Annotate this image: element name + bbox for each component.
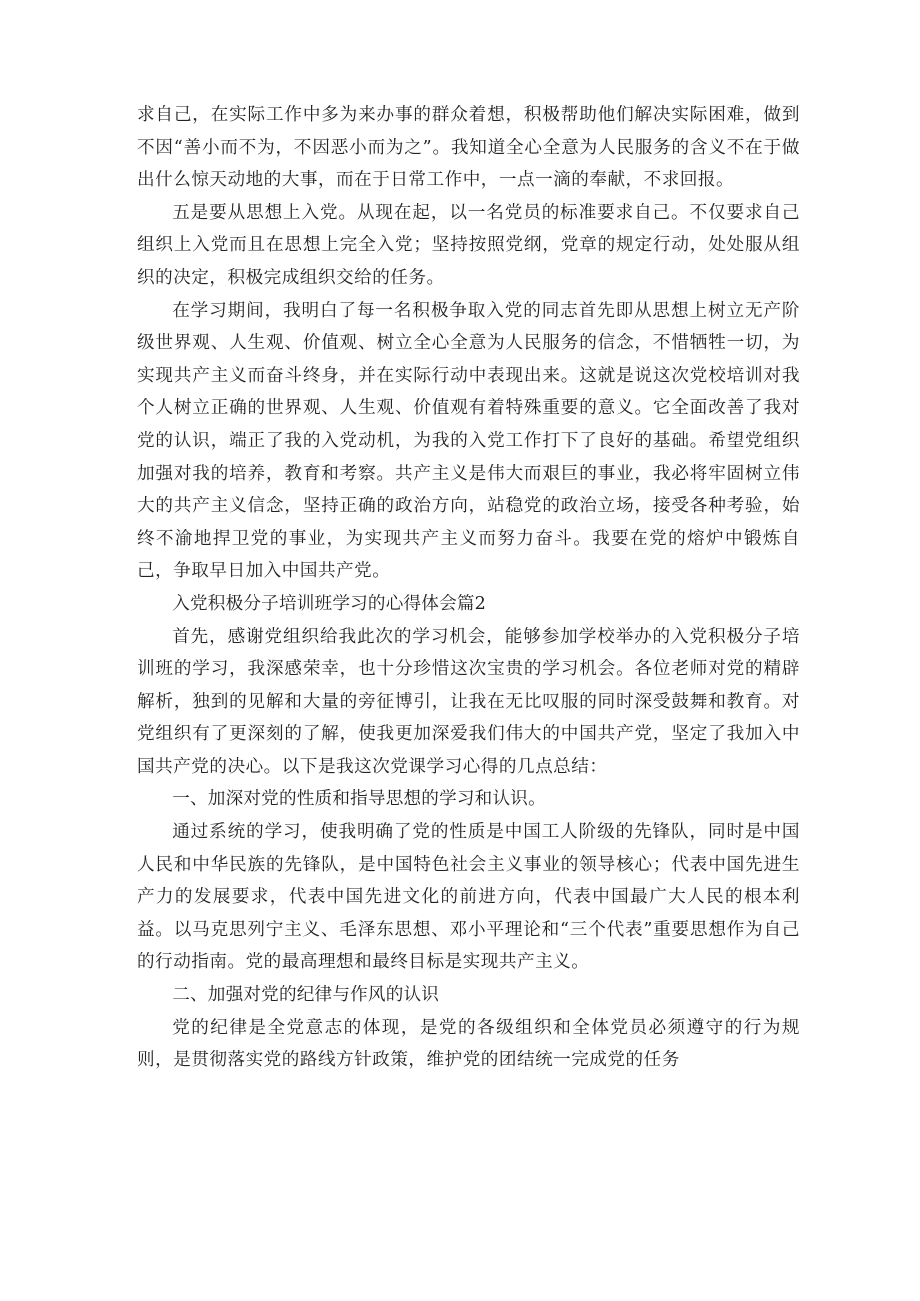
paragraph-party-discipline: 党的纪律是全党意志的体现，是党的各级组织和全体党员必须遵守的行为规则，是贯彻落实党的路线方针政策，维护党的团结统一完成党的任务 bbox=[137, 1017, 800, 1071]
paragraph-continuation: 求自己，在实际工作中多为来办事的群众着想，积极帮助他们解决实际困难，做到不因“善小而不为，不因恶小而为之”。我知道全心全意为人民服务的含义不在于做出什么惊天动地的大事，而在于日常工作中，一点一滴的奉献，不求回报。 bbox=[137, 105, 800, 191]
section-title-part-2: 入党积极分子培训班学习的心得体会篇2 bbox=[172, 593, 487, 614]
subheading-one: 一、加深对党的性质和指导思想的学习和认识。 bbox=[172, 789, 546, 810]
paragraph-study-period: 在学习期间，我明白了每一名积极争取入党的同志首先即从思想上树立无产阶级世界观、人生观、价值观、树立全心全意为人民服务的信念，不惜牺牲一切，为实现共产主义而奋斗终身，并在实际行动中表现出来。这就是说这次党校培训对我个人树立正确的世界观、人生观、价值观有着特殊重要的意义。它全面改善了我对党的认识，端正了我的入党动机，为我的入党工作打下了良好的基础。希望党组织加强对我的培养，教育和考察。共产主义是伟大而艰巨的事业，我必将牢固树立伟大的共产主义信念，坚持正确的政治方向，站稳党的政治立场，接受各种考验，始终不渝地捍卫党的事业，为实现共产主义而努力奋斗。我要在党的熔炉中锻炼自己，争取早日加入中国共产党。 bbox=[137, 300, 800, 582]
paragraph-introduction: 首先，感谢党组织给我此次的学习机会，能够参加学校举办的入党积极分子培训班的学习，我深感荣幸，也十分珍惜这次宝贵的学习机会。各位老师对党的精辟解析，独到的见解和大量的旁征博引，让我在无比叹服的同时深受鼓舞和教育。对党组织有了更深刻的了解，使我更加深爱我们伟大的中国共产党，坚定了我加入中国共产党的决心。以下是我这次党课学习心得的几点总结： bbox=[137, 626, 800, 777]
subheading-two: 二、加强对党的纪律与作风的认识 bbox=[172, 985, 440, 1006]
paragraph-point-five: 五是要从思想上入党。从现在起，以一名党员的标准要求自己。不仅要求自己组织上入党而且在思想上完全入党；坚持按照党纲，党章的规定行动，处处服从组织的决定，积极完成组织交给的任务。 bbox=[137, 202, 800, 288]
paragraph-party-nature: 通过系统的学习，使我明确了党的性质是中国工人阶级的先锋队，同时是中国人民和中华民族的先锋队，是中国特色社会主义事业的领导核心；代表中国先进生产力的发展要求，代表中国先进文化的前进方向，代表中国最广大人民的根本利益。以马克思列宁主义、毛泽东思想、邓小平理论和“三个代表”重要思想作为自己的行动指南。党的最高理想和最终目标是实现共产主义。 bbox=[137, 822, 800, 973]
